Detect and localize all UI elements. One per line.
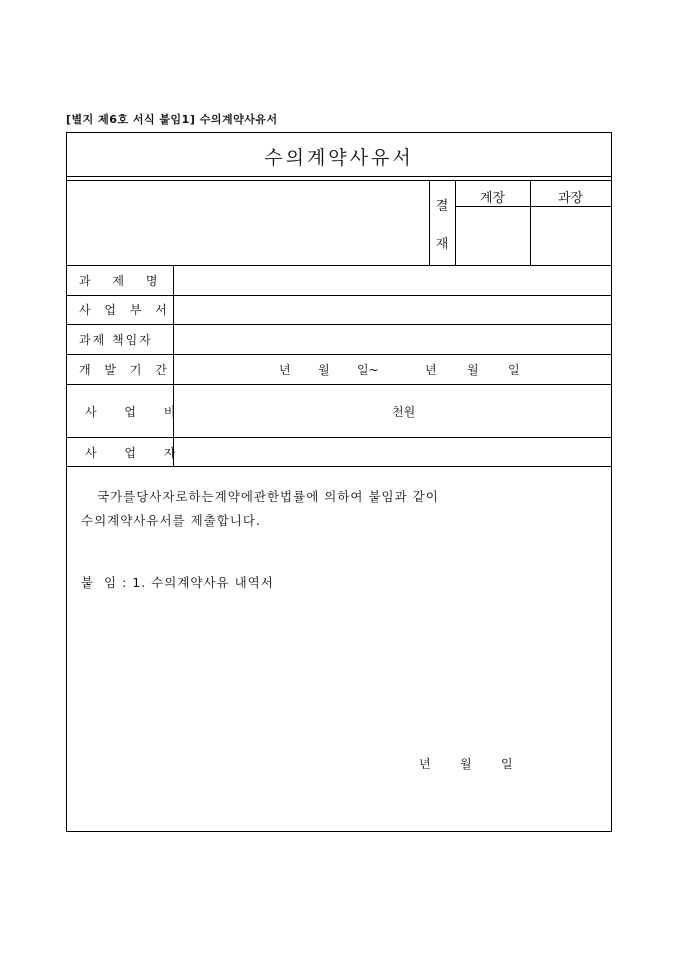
approval-label-bottom: 재 (435, 237, 449, 252)
form-frame (66, 132, 612, 832)
approval-sign-manager[interactable] (531, 207, 611, 264)
period-end-month: 월 (467, 363, 479, 377)
row-line-5 (67, 384, 611, 385)
form-header-label: [별지 제6호 서식 붙임1] 수의계약사유서 (66, 113, 278, 126)
date-day: 일 (501, 757, 513, 771)
manager-field[interactable] (174, 325, 611, 354)
approval-col-chief: 계장 (479, 191, 506, 206)
period-start-day: 일~ (357, 363, 379, 377)
period-start-month: 월 (318, 363, 330, 377)
period-end-day: 일 (508, 363, 520, 377)
label-cost: 사 업 비 (85, 405, 188, 419)
approval-col-manager: 과장 (557, 191, 584, 206)
period-start-year: 년 (279, 363, 291, 377)
approval-sign-chief[interactable] (456, 207, 529, 264)
period-end-year: 년 (425, 363, 437, 377)
cost-unit: 천원 (392, 405, 416, 419)
date-year: 년 (419, 757, 431, 771)
form-title: 수의계약사유서 (264, 147, 414, 169)
row-line-7 (67, 466, 611, 467)
label-period: 개 발 기 간 (79, 363, 172, 377)
statement-line-2: 수의계약사유서를 제출합니다. (81, 513, 261, 528)
date-month: 월 (460, 757, 472, 771)
statement-line-1: 국가를당사자로하는계약에관한법률에 의하여 붙임과 같이 (97, 489, 439, 504)
label-operator: 사 업 자 (85, 446, 188, 460)
label-manager: 과제 책임자 (79, 333, 153, 347)
row-line-4 (67, 354, 611, 355)
label-department: 사 업 부 서 (79, 303, 172, 317)
approval-left-border (429, 180, 430, 265)
department-field[interactable] (174, 296, 611, 324)
approval-label-top: 결 (435, 199, 449, 214)
project-name-field[interactable] (174, 266, 611, 295)
title-divider-top (67, 176, 611, 177)
row-line-6 (67, 437, 611, 438)
label-project-name: 과 제 명 (79, 274, 167, 288)
attachment-line: 붙 임 : 1. 수의계약사유 내역서 (81, 575, 274, 590)
